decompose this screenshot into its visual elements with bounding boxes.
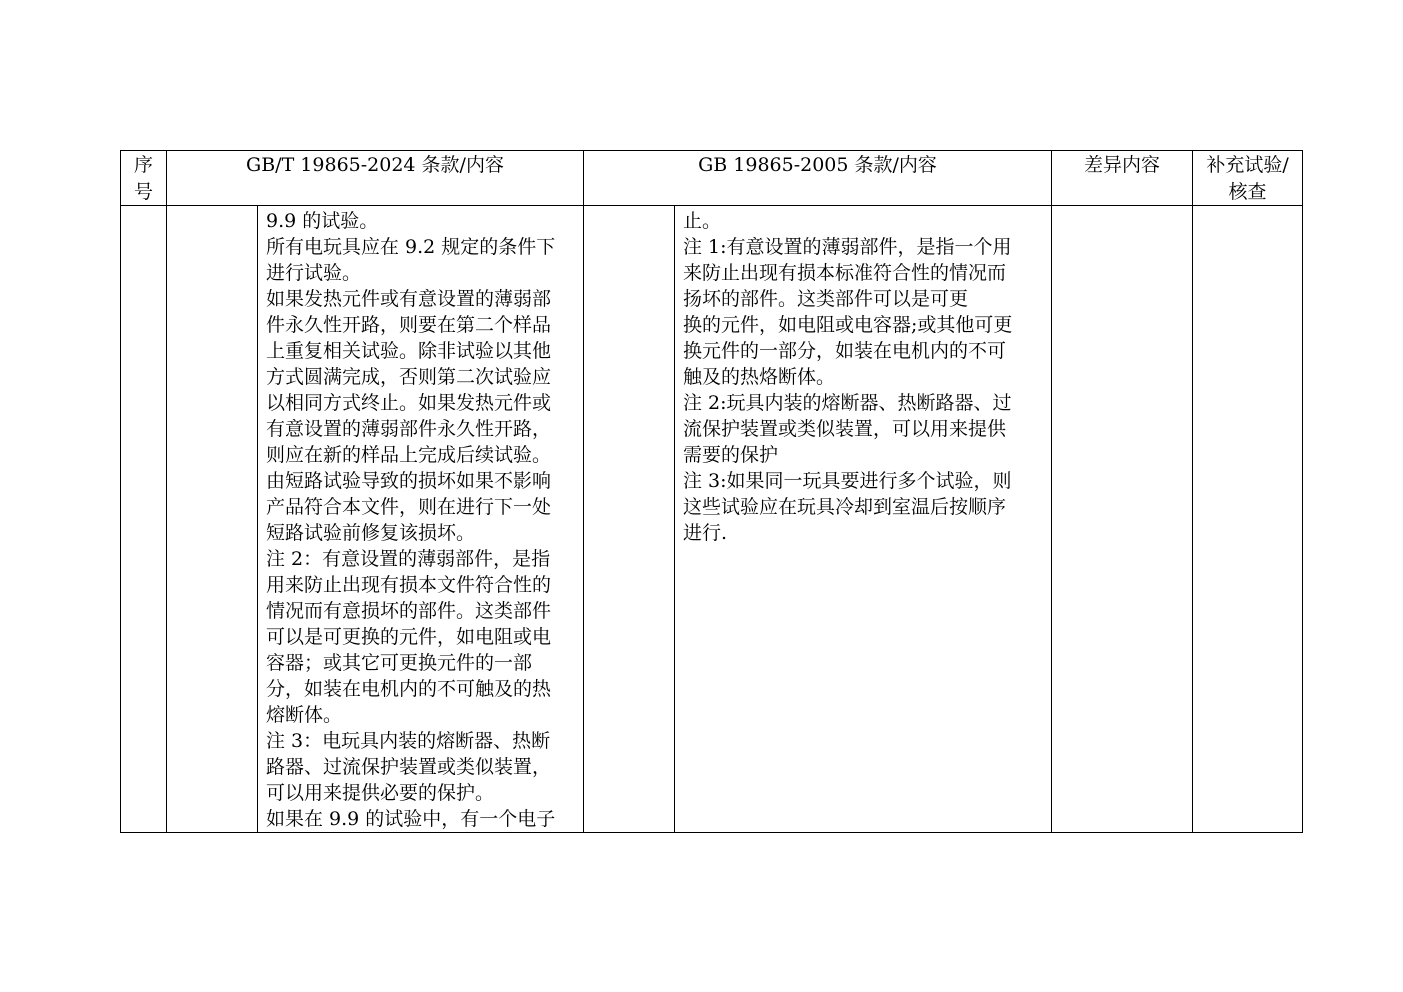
- old-content-line: 止。: [683, 210, 722, 232]
- new-content-line: 注 2：有意设置的薄弱部件，是指: [266, 548, 551, 570]
- old-content-line: 注 2:玩具内装的熔断器、热断路器、过: [683, 392, 1012, 414]
- new-content-line: 有意设置的薄弱部件永久性开路，: [266, 418, 552, 440]
- header-extra-line2: 核查: [1228, 181, 1267, 203]
- new-content-text: [258, 206, 583, 832]
- old-content-line: 来防止出现有损本标准符合性的情况而: [683, 262, 1007, 284]
- old-content-line: 进行.: [683, 522, 728, 544]
- cell-old-clause: [584, 206, 675, 833]
- cell-extra: [1193, 206, 1303, 833]
- new-content-line: 如果在 9.9 的试验中，有一个电子: [266, 808, 556, 830]
- new-content-line: 注 3：电玩具内装的熔断器、热断: [266, 730, 551, 752]
- old-content-line: 这些试验应在玩具冷却到室温后按顺序: [683, 496, 1007, 518]
- new-content-line: 方式圆满完成，否则第二次试验应: [266, 366, 552, 388]
- new-content-line: 如果发热元件或有意设置的薄弱部: [266, 288, 552, 310]
- new-content-line: 则应在新的样品上完成后续试验。: [266, 444, 552, 466]
- new-content-line: 所有电玩具应在 9.2 规定的条件下: [266, 236, 556, 258]
- new-content-line: 情况而有意损坏的部件。这类部件: [266, 600, 552, 622]
- new-content-line: 熔断体。: [266, 704, 343, 726]
- cell-diff: [1052, 206, 1193, 833]
- cell-new-clause: [167, 206, 258, 833]
- cell-seq: [121, 206, 167, 833]
- header-seq-line2: 号: [133, 181, 153, 203]
- new-content-line: 上重复相关试验。除非试验以其他: [266, 340, 552, 362]
- cell-old-content: [675, 206, 1052, 833]
- new-content-line: 件永久性开路，则要在第二个样品: [266, 314, 552, 336]
- new-content-line: 由短路试验导致的损坏如果不影响: [266, 470, 552, 492]
- new-content-line: 进行试验。: [266, 262, 362, 284]
- new-content-line: 可以用来提供必要的保护。: [266, 782, 495, 804]
- old-content-line: 换的元件，如电阻或电容器;或其他可更: [683, 314, 1013, 336]
- old-content-line: 换元件的一部分，如装在电机内的不可: [683, 340, 1007, 362]
- cell-new-content: [258, 206, 584, 833]
- new-content-line: 用来防止出现有损本文件符合性的: [266, 574, 552, 596]
- old-content-line: 扬坏的部件。这类部件可以是可更: [683, 288, 969, 310]
- old-content-line: 需要的保护: [683, 444, 779, 466]
- new-content-line: 路器、过流保护装置或类似装置，: [266, 756, 552, 778]
- new-content-line: 容器；或其它可更换元件的一部: [266, 652, 533, 674]
- table-row: [121, 206, 1303, 833]
- header-diff: [1052, 151, 1193, 206]
- header-seq-line1: 序: [133, 154, 153, 176]
- header-old-standard-label: GB 19865-2005 条款/内容: [698, 154, 937, 176]
- old-content-line: 流保护装置或类似装置，可以用来提供: [683, 418, 1007, 440]
- header-extra-line1: 补充试验/: [1206, 154, 1289, 176]
- header-new-standard-label: GB/T 19865-2024 条款/内容: [246, 154, 504, 176]
- header-new-standard: [167, 151, 584, 206]
- standards-comparison-table: [120, 150, 1303, 833]
- new-content-line: 以相同方式终止。如果发热元件或: [266, 392, 552, 414]
- new-content-line: 可以是可更换的元件，如电阻或电: [266, 626, 552, 648]
- header-extra: [1193, 151, 1303, 206]
- header-old-standard: [584, 151, 1052, 206]
- old-content-line: 触及的热烙断体。: [683, 366, 836, 388]
- new-content-line: 短路试验前修复该损坏。: [266, 522, 476, 544]
- new-content-line: 分，如装在电机内的不可触及的热: [266, 678, 552, 700]
- table-header-row: [121, 151, 1303, 206]
- old-content-line: 注 3:如果同一玩具要进行多个试验，则: [683, 470, 1012, 492]
- new-content-line: 产品符合本文件，则在进行下一处: [266, 496, 552, 518]
- header-diff-label: 差异内容: [1084, 154, 1161, 176]
- header-seq: [121, 151, 167, 206]
- new-content-line: 9.9 的试验。: [266, 210, 379, 232]
- old-content-text: [675, 206, 1051, 546]
- old-content-line: 注 1:有意设置的薄弱部件，是指一个用: [683, 236, 1012, 258]
